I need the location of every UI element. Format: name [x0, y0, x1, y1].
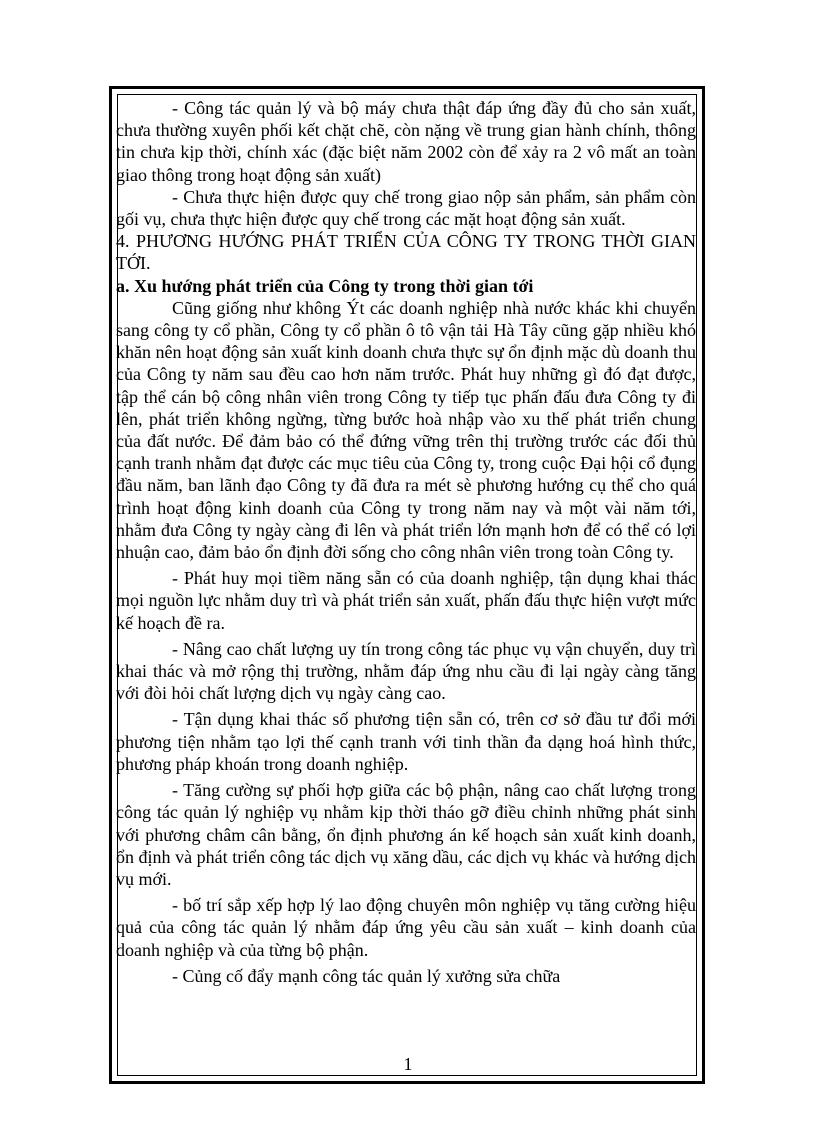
paragraph-direction-labor: - bố trí sắp xếp hợp lý lao động chuyên môn nghiệp vụ tăng cường hiệu quả của công tác quản lý nhằm đáp ứng yêu cầu sản xuất – kinh doanh của doanh nghiệp và của từng bộ phận.: [116, 895, 696, 960]
paragraph-direction-workshop: - Củng cố đẩy mạnh công tác quản lý xưởng sửa chữa: [172, 965, 561, 986]
subsection-heading: a. Xu hướng phát triển của Công ty trong thời gian tới: [116, 275, 534, 296]
paragraph-direction-coordination: - Tăng cường sự phối hợp giữa các bộ phận, nâng cao chất lượng trong công tác quản lý nghiệp vụ nhằm kịp thời tháo gỡ điều chỉnh những phát sinh với phương châm cân bằng, ổn định phương án kế hoạch sản xuất kinh doanh, ổn định và phát triển công tác dịch vụ xăng dầu, các dịch vụ khác và hướng dịch vụ mới.: [116, 780, 696, 889]
paragraph-regulation-not-implemented: - Chưa thực hiện được quy chế trong giao nộp sản phẩm, sản phẩm còn gối vụ, chưa thực hiện được quy chế trong các mặt hoạt động sản xuất.: [116, 186, 696, 230]
paragraph-direction-potential: - Phát huy mọi tiềm năng sẵn có của doanh nghiệp, tận dụng khai thác mọi nguồn lực nhằm duy trì và phát triển sản xuất, phấn đấu thực hiện vượt mức kế hoạch đề ra.: [116, 568, 696, 633]
page-number: 1: [403, 1054, 413, 1074]
section-heading: 4. PHƯƠNG HƯỚNG PHÁT TRIỂN CỦA CÔNG TY TRONG THỜI GIAN TỚI.: [116, 231, 696, 274]
paragraph-development-overview: Cũng giống như không Ýt các doanh nghiệp nhà nước khác khi chuyển sang công ty cổ phần, Công ty cổ phần ô tô vận tải Hà Tây cũng gặp nhiều khó khăn nên hoạt động sản xuất kinh doanh chưa thực sự ổn định mặc dù doanh thu của Công ty năm sau đều cao hơn năm trước. Phát huy những gì đó đạt được, tập thể cán bộ công nhân viên trong Công ty tiếp tục phấn đấu đưa Công ty đi lên, phát triển không ngừng, từng bước hoà nhập vào xu thế phát triển chung của đất nước. Để đảm bảo có thể đứng vững trên thị trường trước các đối thủ cạnh tranh nhằm đạt được các mục tiêu của Công ty, trong cuộc Đại hội cổ đụng đầu năm, ban lãnh đạo Công ty đã đưa ra mét sè phương hướng cụ thể cho quá trình hoạt động kinh doanh của Công ty trong năm nay và một vài năm tới, nhằm đưa Công ty ngày càng đi lên và phát triển lớn mạnh hơn để có thể có lợi nhuận cao, đảm bảo ổn định đời sống cho công nhân viên trong toàn Công ty.: [116, 297, 696, 563]
paragraph-management-weakness: - Công tác quản lý và bộ máy chưa thật đáp ứng đầy đủ cho sản xuất, chưa thường xuyên phối kết chặt chẽ, còn nặng về trung gian hành chính, thông tin chưa kịp thời, chính xác (đặc biệt năm 2002 còn để xảy ra 2 vô mất an toàn giao thông trong hoạt động sản xuất): [116, 98, 696, 185]
paragraph-direction-vehicles: - Tận dụng khai thác số phương tiện sẵn có, trên cơ sở đầu tư đổi mới phương tiện nhằm tạo lợi thế cạnh tranh với tinh thần đa dạng hoá hình thức, phương pháp khoán trong doanh nghiệp.: [116, 709, 696, 774]
paragraph-direction-quality: - Nâng cao chất lượng uy tín trong công tác phục vụ vận chuyển, duy trì khai thác và mở rộng thị trường, nhằm đáp ứng nhu cầu đi lại ngày càng tăng với đòi hỏi chất lượng dịch vụ ngày càng cao.: [116, 638, 696, 704]
document-body: [116, 97, 696, 987]
